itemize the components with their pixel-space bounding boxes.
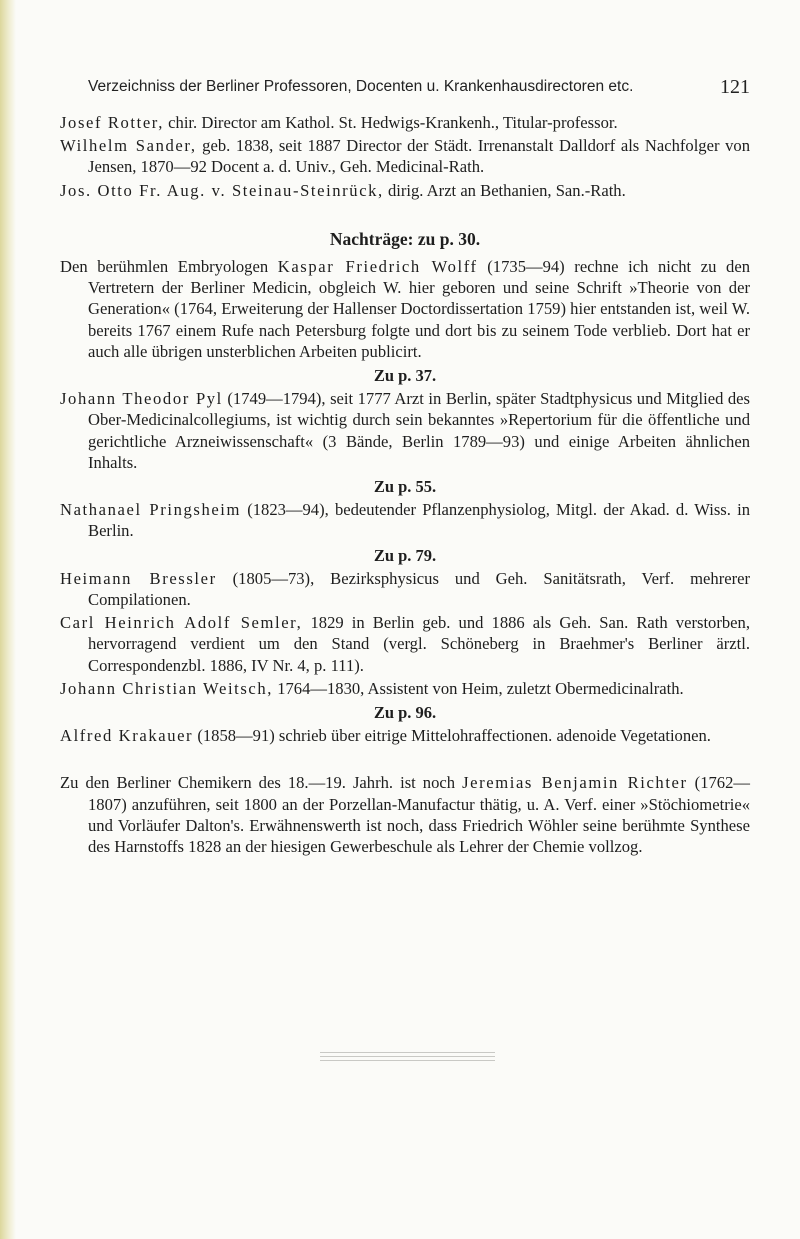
entry-name: Alfred Krakauer: [60, 726, 194, 746]
paragraph-text: (1762—1807) anzuführen, seit 1800 an der Porzellan-Manufactur thätig, u. A. Verf. einer »Stöchiometrie« und Vorläufer Dalton's. Erwähnenswerth ist noch, dass Friedrich Wöhler seine berühmte Synthese des Harnstoffs 1828 an der hiesigen Gewerbeschule als Lehrer der Chemie vollzog.: [88, 773, 750, 857]
entry-text: (1858—91) schrieb über eitrige Mittelohraffectionen. adenoide Vegetationen.: [193, 726, 711, 746]
entry-sander: [60, 135, 750, 177]
section-heading: Zu p. 55.: [373, 477, 437, 497]
entry-name: Jeremias Benjamin Richter: [462, 773, 688, 793]
entry-name: Kaspar Friedrich Wolff: [277, 257, 478, 277]
entry-name: Heimann Bressler: [60, 568, 217, 588]
entry-name: Jos. Otto Fr. Aug. v. Steinau-Steinrück,: [60, 180, 384, 200]
entry-name: Johann Theodor Pyl: [60, 389, 223, 409]
paragraph-text: Zu den Berliner Chemikern des 18.—19. Jahrh. ist noch: [60, 773, 463, 793]
closing-paragraph: [60, 772, 750, 857]
page-edge-shadow: [0, 0, 16, 1239]
paragraph-text: (1735—94) rechne ich nicht zu den Vertretern der Berliner Medicin, obgleich W. hier geboren und seine Schrift »Theorie von der Generation« (1764, Erweiterung der Hallenser Doctordissertation 1759) hier entstanden ist, weil W. bereits 1767 einem Rufe nach Petersburg folgte und dort bis zu seinem Tode verblieb. Dort hat er auch alle übrigen unsterblichen Arbeiten publicirt.: [88, 257, 750, 361]
entry-bressler: [60, 568, 750, 610]
entry-krakauer: [60, 725, 750, 746]
entry-text: dirig. Arzt an Bethanien, San.-Rath.: [383, 180, 626, 200]
entry-text: geb. 1838, seit 1887 Director der Städt. Irrenanstalt Dalldorf als Nachfolger von Jensen, 1870—92 Docent a. d. Univ., Geh. Medicinal-Rath.: [88, 136, 750, 177]
entry-name: Wilhelm Sander,: [60, 136, 197, 156]
entry-text: (1749—1794), seit 1777 Arzt in Berlin, später Stadtphysicus und Mitglied des Ober-Medicinalcollegiums, ist wichtig durch sein bekanntes »Repertorium für die öffentliche und gerichtliche Arzneiwissenschaft« (3 Bände, Berlin 1789—93) und einige Arbeiten ähnlichen Inhalts.: [88, 389, 750, 472]
wolff-paragraph: [60, 256, 750, 362]
entry-text: chir. Director am Kathol. St. Hedwigs-Krankenh., Titular-professor.: [164, 113, 618, 132]
entry-rotter: [60, 112, 750, 133]
entry-text: 1829 in Berlin geb. und 1886 als Geh. San. Rath verstorben, hervorragend verdient um den Stand (vergl. Schöneberg in Braehmer's Berliner ärztl. Correspondenzbl. 1886, IV Nr. 4, p. 111).: [88, 613, 750, 675]
entry-semler: [60, 612, 750, 676]
entry-name: Carl Heinrich Adolf Semler,: [60, 613, 303, 633]
page-number: 121: [720, 76, 750, 98]
divider: [320, 1052, 495, 1053]
entry-text: (1805—73), Bezirksphysicus und Geh. Sanitätsrath, Verf. mehrerer Compilationen.: [88, 568, 751, 610]
divider: [320, 1056, 495, 1057]
page-body: [60, 112, 750, 859]
section-heading: Zu p. 96.: [373, 703, 437, 723]
paragraph-text: Den berühmlen Embryologen: [60, 257, 278, 277]
running-head-title: Verzeichniss der Berliner Professoren, Docenten u. Krankenhausdirectoren etc.: [88, 78, 634, 95]
entry-text: (1823—94), bedeutender Pflanzenphysiolog, Mitgl. der Akad. d. Wiss. in Berlin.: [88, 500, 750, 541]
section-heading: Zu p. 37.: [373, 366, 437, 386]
entry-weitsch: [60, 678, 750, 699]
section-heading: Zu p. 79.: [373, 545, 437, 565]
entry-name: Johann Christian Weitsch,: [60, 678, 274, 698]
footer-rule: [320, 1052, 495, 1064]
entry-pringsheim: [60, 499, 750, 541]
entry-steinau: [60, 180, 750, 201]
nachtraege-heading: Nachträge: zu p. 30.: [329, 228, 481, 249]
entry-text: 1764—1830, Assistent von Heim, zuletzt Obermedicinalrath.: [273, 678, 684, 698]
divider: [320, 1060, 495, 1061]
entry-name: Josef Rotter,: [60, 113, 165, 132]
entry-pyl: [60, 388, 750, 473]
entry-name: Nathanael Pringsheim: [60, 500, 242, 520]
running-head: [88, 78, 750, 96]
